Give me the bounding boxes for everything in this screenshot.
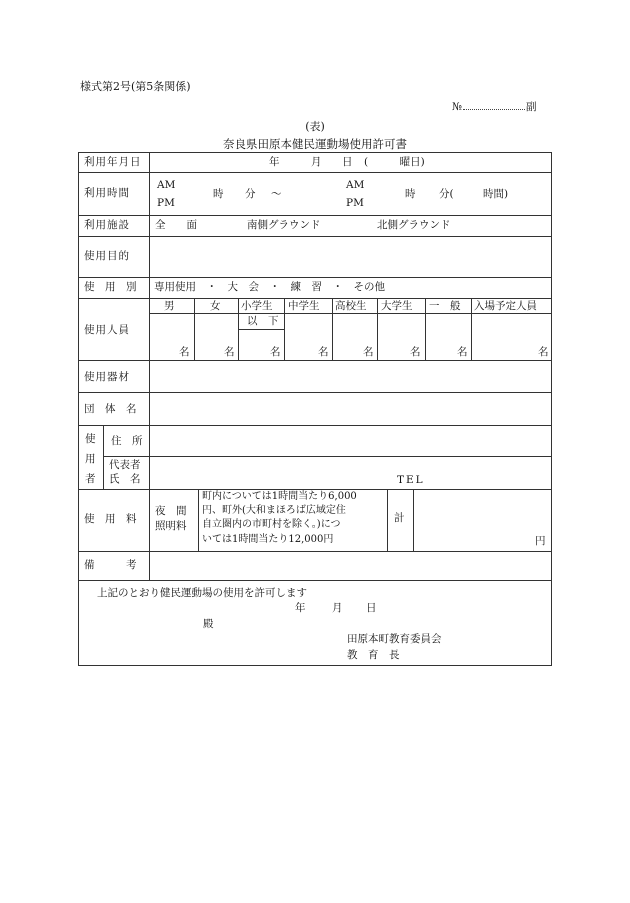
representative-label-line2: 氏 名	[109, 473, 141, 485]
permit-year: 年	[295, 602, 306, 614]
fee-total-label: 計	[394, 512, 405, 524]
facility-option-south[interactable]: 南側グラウンド	[247, 219, 321, 231]
document-number	[452, 99, 536, 114]
date-label: 利用年月日	[84, 156, 142, 168]
group-label: 団 体 名	[84, 403, 137, 415]
copy-label: 副	[525, 101, 537, 113]
equipment-label: 使用器材	[84, 371, 130, 383]
form-title: 奈良県田原本健民運動場使用許可書	[223, 137, 407, 151]
representative-label-line1: 代表者	[109, 459, 141, 471]
representative-name-input[interactable]	[151, 458, 391, 487]
tel-label: TEL	[397, 474, 425, 486]
permit-month: 月	[332, 602, 343, 614]
usage-type-label: 使 用 別	[84, 281, 137, 293]
users-header-general: 一 般	[429, 300, 461, 312]
address-label: 住 所	[111, 435, 143, 447]
issuer-position: 教 育 長	[347, 649, 400, 661]
date-year: 年	[269, 156, 280, 168]
face-label: (表)	[305, 120, 325, 133]
users-label: 使用人員	[84, 324, 130, 336]
form-code: 様式第2号(第5条関係)	[80, 80, 191, 93]
time-label: 利用時間	[84, 187, 130, 199]
users-header-spectators: 入場予定人員	[474, 300, 537, 312]
date-month: 月	[311, 156, 322, 168]
time-minute-start: 分	[245, 188, 256, 200]
no-label: №	[452, 101, 462, 113]
address-input[interactable]	[151, 427, 549, 454]
users-unit-male: 名	[179, 346, 190, 358]
users-unit-high-school: 名	[363, 346, 374, 358]
permit-statement: 上記のとおり健民運動場の使用を許可します	[97, 587, 307, 599]
users-unit-elementary: 名	[270, 346, 281, 358]
fee-label: 使 用 料	[84, 513, 137, 525]
time-am-start: AM	[157, 179, 176, 191]
fee-description-line1: 町内については1時間当たり6,000	[202, 491, 357, 502]
issuer-name: 田原本町教育委員会	[347, 633, 442, 645]
night-light-label-line2: 照明料	[155, 520, 187, 532]
time-pm-end: PM	[346, 197, 364, 209]
fee-description-line4: いては1時間当たり12,000円	[202, 534, 334, 545]
equipment-input[interactable]	[151, 362, 549, 390]
users-unit-general: 名	[457, 346, 468, 358]
date-weekday: ( 曜日)	[364, 156, 425, 168]
group-input[interactable]	[151, 394, 549, 423]
users-header-elementary-sub: 以 下	[247, 315, 279, 327]
fee-total-input[interactable]	[415, 491, 533, 549]
fee-yen-unit: 円	[535, 535, 546, 547]
time-hour-end: 時	[405, 188, 416, 200]
user-person-label: 使用者	[85, 433, 96, 485]
time-pm-start: PM	[157, 197, 175, 209]
usage-type-options[interactable]: 専用使用 ・ 大 会 ・ 練 習 ・ その他	[154, 281, 385, 293]
time-hours-total: 時間)	[483, 188, 509, 200]
permit-form-table	[78, 152, 552, 666]
number-blank[interactable]	[463, 109, 525, 110]
time-tilde: ～	[271, 188, 282, 200]
users-header-elementary: 小学生	[241, 300, 273, 312]
users-header-high-school: 高校生	[335, 300, 367, 312]
facility-label: 利用施設	[84, 219, 130, 231]
fee-description-line2: 円、町外(大和まほろば広域定住	[202, 505, 346, 516]
facility-option-full[interactable]: 全 面	[155, 219, 197, 231]
users-unit-university: 名	[410, 346, 421, 358]
time-minute-end: 分(	[439, 188, 454, 200]
purpose-label: 使用目的	[84, 250, 130, 262]
time-hour-start: 時	[213, 188, 224, 200]
users-header-female: 女	[210, 300, 221, 312]
remarks-label: 備 考	[84, 559, 137, 571]
fee-description-line3: 自立圏内の市町村を除く。)につ	[202, 519, 341, 530]
permit-day: 日	[366, 602, 377, 614]
users-unit-junior-high: 名	[318, 346, 329, 358]
users-unit-female: 名	[224, 346, 235, 358]
users-header-junior-high: 中学生	[288, 300, 320, 312]
purpose-input[interactable]	[151, 238, 549, 275]
users-header-male: 男	[164, 300, 175, 312]
remarks-input[interactable]	[151, 553, 549, 578]
facility-option-north[interactable]: 北側グラウンド	[377, 219, 451, 231]
date-input[interactable]	[151, 154, 549, 171]
recipient-dono: 殿	[203, 618, 214, 630]
date-day: 日	[342, 156, 353, 168]
time-am-end: AM	[346, 179, 365, 191]
night-light-label-line1: 夜 間	[155, 505, 187, 517]
users-unit-spectators: 名	[538, 346, 549, 358]
users-header-university: 大学生	[381, 300, 413, 312]
